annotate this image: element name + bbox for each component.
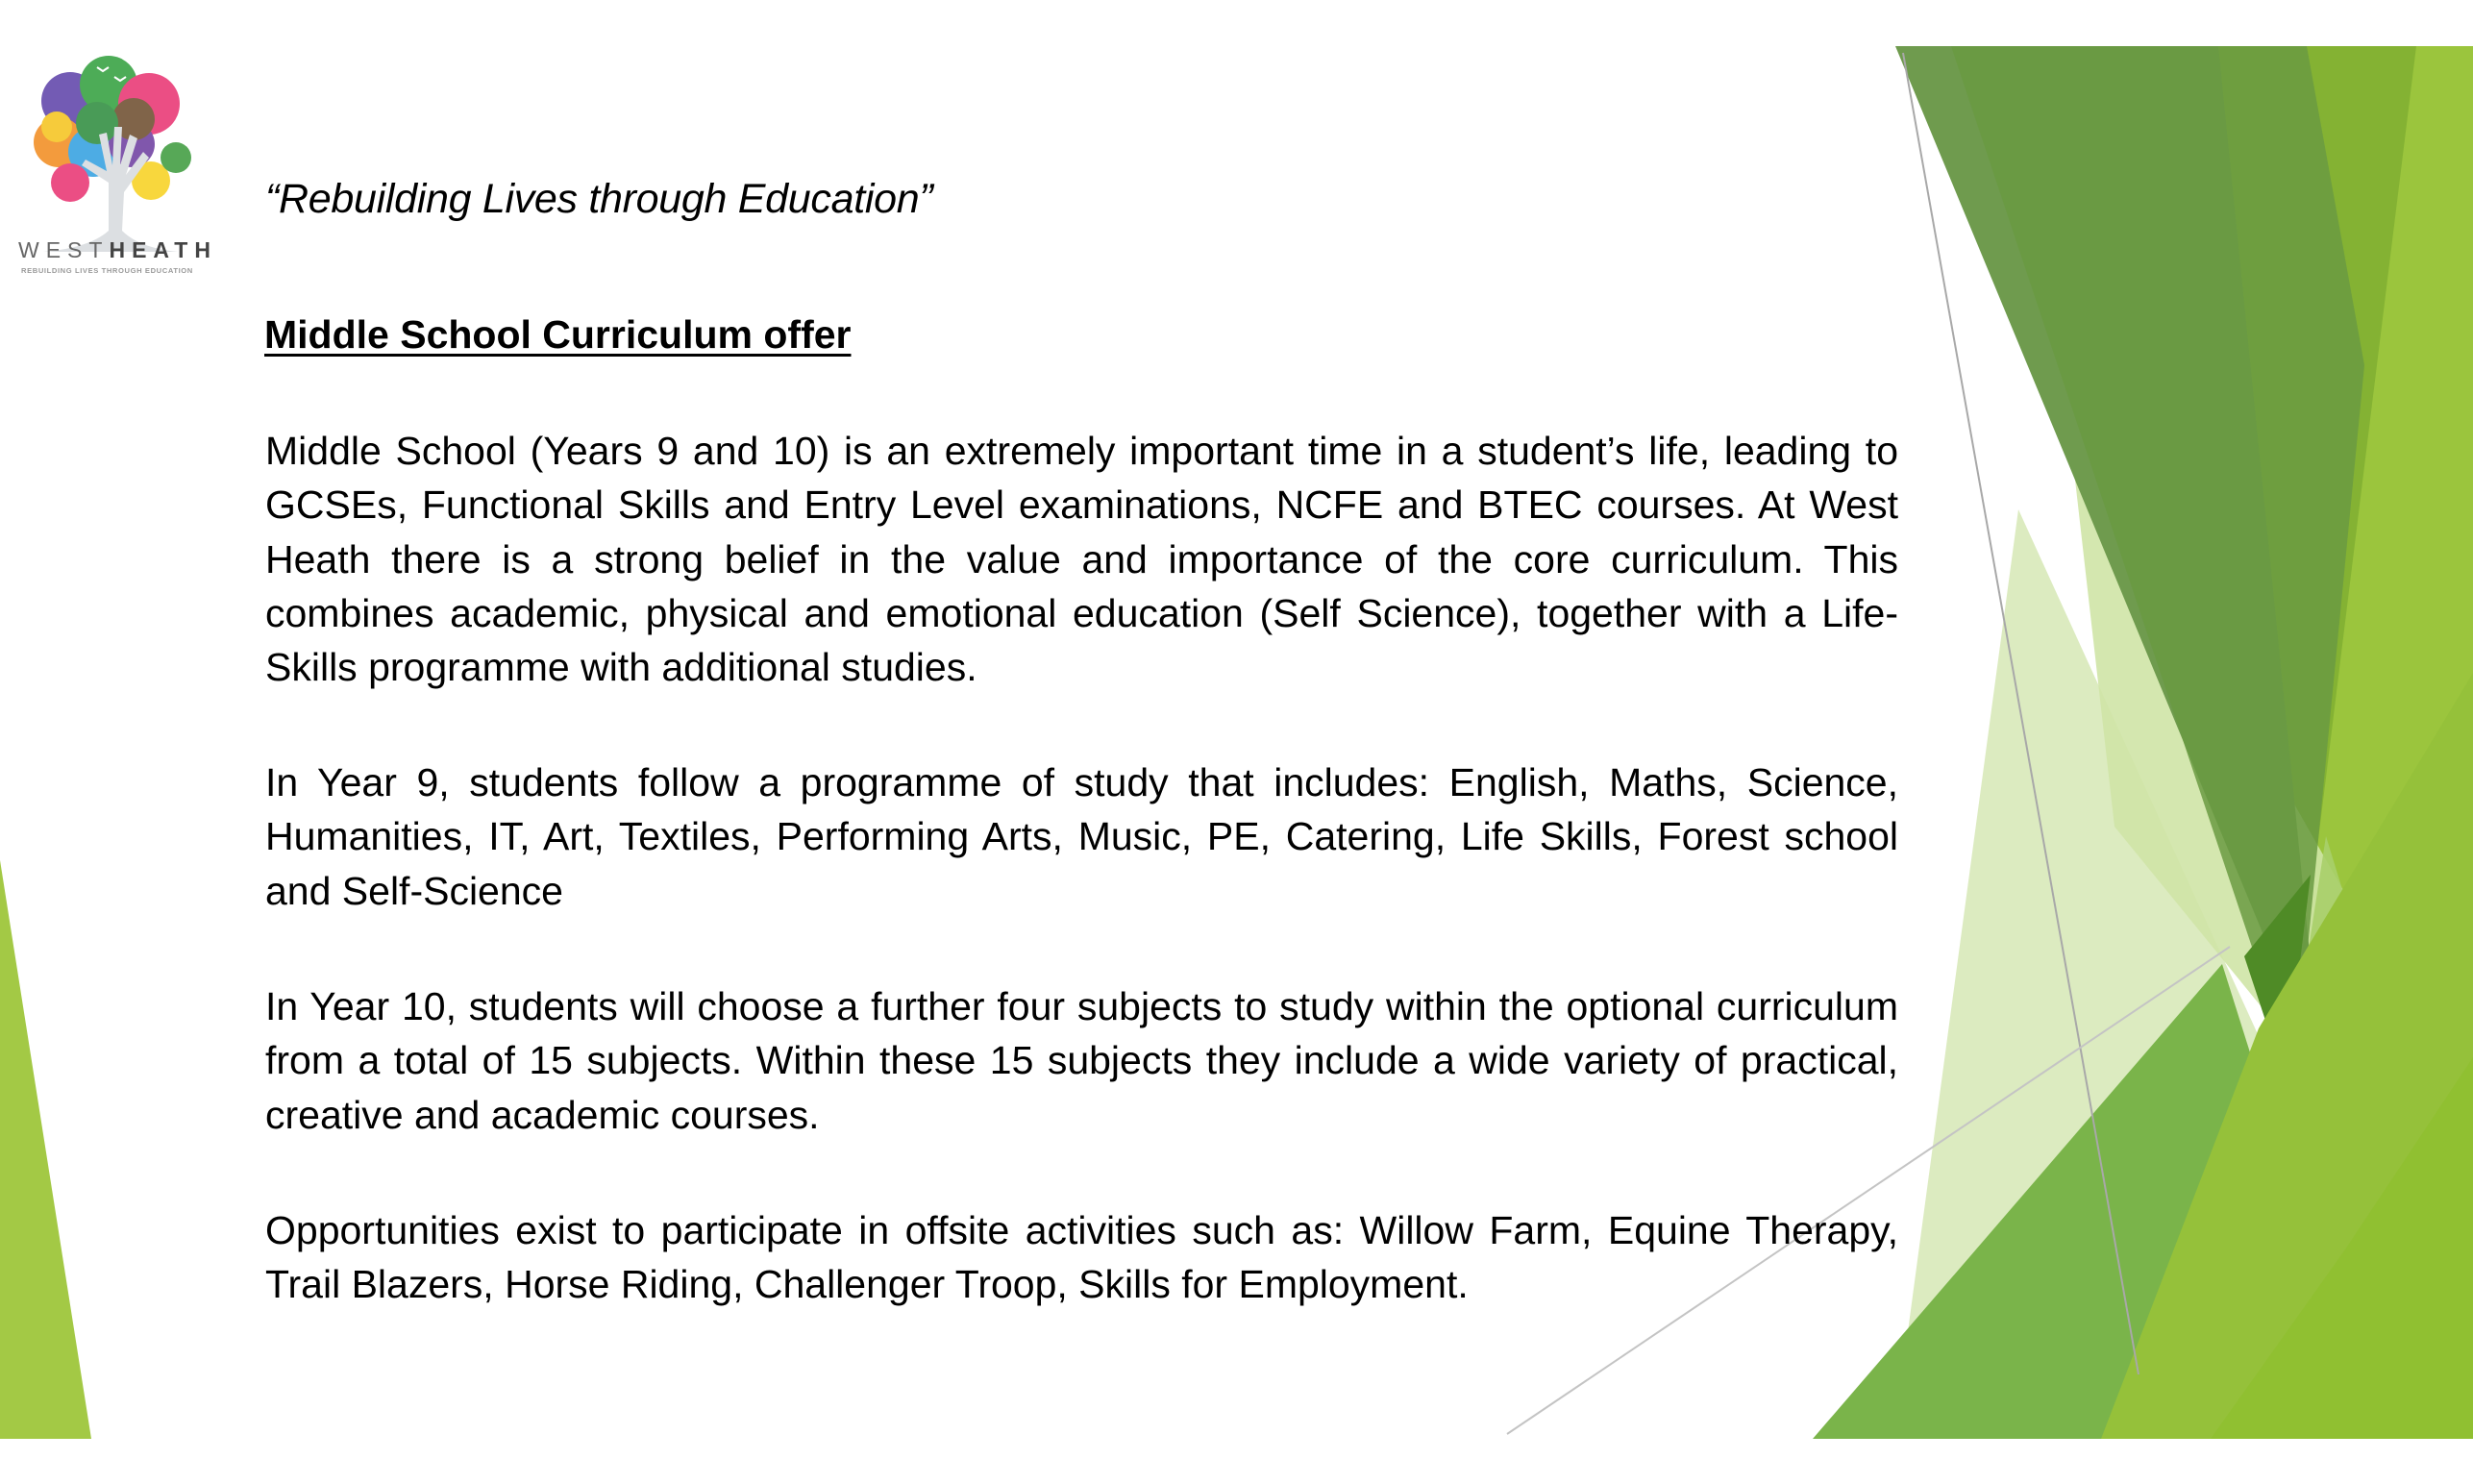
logo-tagline: REBUILDING LIVES THROUGH EDUCATION bbox=[21, 266, 193, 275]
paragraph-overview: Middle School (Years 9 and 10) is an extremely important time in a student’s life, leading to GCSEs, Functional Skills and Entry Level examinations, NCFE and BTEC courses. At West Heath there is a strong belief in the value and importance of the core curriculum. This combines academic, physical and emotional education (Self Science), together with a Life-Skills programme with additional studies. bbox=[265, 429, 1898, 690]
school-motto: “Rebuilding Lives through Education” bbox=[265, 176, 933, 222]
paragraph-offsite-activities: Opportunities exist to participate in offsite activities such as: Willow Farm, Equine Therapy, Trail Blazers, Horse Riding, Challenger Troop, Skills for Employment. bbox=[265, 1208, 1898, 1307]
left-green-facet bbox=[0, 860, 91, 1439]
logo-wordmark bbox=[18, 237, 217, 262]
paragraph-year-9: In Year 9, students follow a programme of study that includes: English, Maths, Science, Humanities, IT, Art, Textiles, Performing Arts, Music, PE, Catering, Life Skills, Forest school and Self-Science bbox=[265, 760, 1898, 913]
page-title: Middle School Curriculum offer bbox=[264, 312, 852, 357]
paragraph-year-10: In Year 10, students will choose a further four subjects to study within the optional curriculum from a total of 15 subjects. Within these 15 subjects they include a wide variety of practical, creative and academic courses. bbox=[265, 984, 1898, 1137]
logo-name-bold: HEATH bbox=[109, 237, 217, 262]
logo-name-light: WEST bbox=[18, 237, 110, 262]
